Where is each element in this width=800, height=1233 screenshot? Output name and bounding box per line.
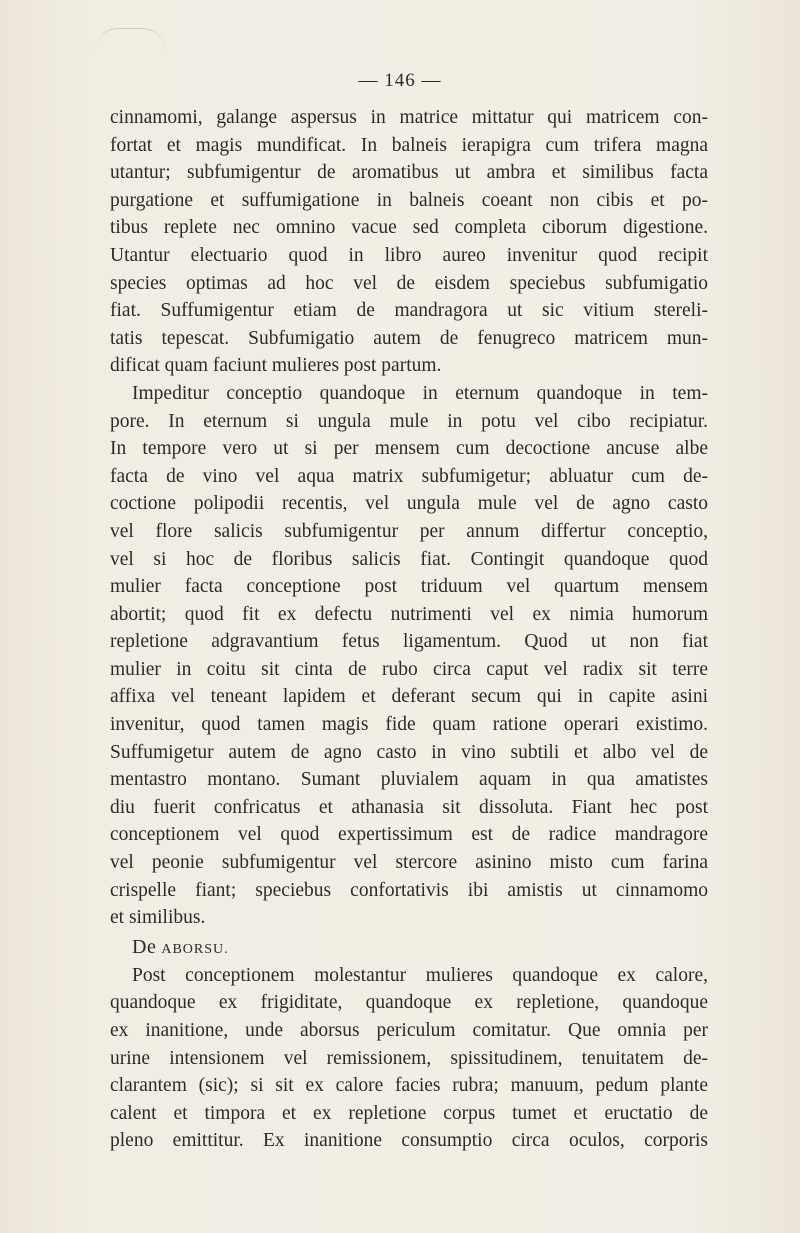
text-line: facta de vino vel aqua matrix subfumigetur; abluatur cum de- xyxy=(110,465,708,487)
text-line: vel flore salicis subfumigentur per annum differtur conceptio, xyxy=(110,520,708,542)
text-line: calent et timpora et ex repletione corpus tumet et eructatio de xyxy=(110,1102,708,1124)
page-stain xyxy=(95,28,165,51)
text-line: pore. In eternum si ungula mule in potu vel cibo recipiatur. xyxy=(110,410,708,432)
text-line: purgatione et suffumigatione in balneis coeant non cibis et po- xyxy=(110,189,708,211)
section-heading xyxy=(110,932,708,962)
text-line: cinnamomi, galange aspersus in matrice mittatur qui matricem con- xyxy=(110,107,708,128)
text-line: vel peonie subfumigentur vel stercore asinino misto cum farina xyxy=(110,852,708,874)
page-number: — 146 — xyxy=(358,70,442,91)
text-line: ex inanitione, unde aborsus periculum comitatur. Que omnia per xyxy=(110,1020,708,1041)
text-line: fortat et magis mundificat. In balneis ierapigra cum trifera magna xyxy=(110,134,708,156)
paragraph-start-line: Post conceptionem molestantur mulieres quandoque ex calore, xyxy=(132,964,708,986)
body-text xyxy=(110,104,708,1155)
text-line: In tempore vero ut si per mensem cum decoctione ancuse albe xyxy=(110,438,708,460)
text-line: mulier facta conceptione post triduum vel quartum mensem xyxy=(110,576,708,598)
text-line: repletione adgravantium fetus ligamentum. Quod ut non fiat xyxy=(110,631,708,653)
text-line: tibus replete nec omnino vacue sed completa ciborum digestione. xyxy=(110,217,708,239)
text-line: clarantem (sic); si sit ex calore facies rubra; manuum, pedum plante xyxy=(110,1075,708,1097)
text-line: affixa vel teneant lapidem et deferant secum qui in capite asini xyxy=(110,686,708,708)
text-line: conceptionem vel quod expertissimum est de radice mandragore xyxy=(110,824,708,846)
text-line: vel si hoc de floribus salicis fiat. Contingit quandoque quod xyxy=(110,548,708,570)
text-line: urine intensionem vel remissionem, spissitudinem, tenuitatem de- xyxy=(110,1047,708,1069)
text-line: abortit; quod fit ex defectu nutrimenti vel ex nimia humorum xyxy=(110,603,708,625)
section-heading-first: De xyxy=(132,935,157,958)
text-line: coctione polipodii recentis, vel ungula mule vel de agno casto xyxy=(110,493,708,515)
text-line: species optimas ad hoc vel de eisdem speciebus subfumigatio xyxy=(110,272,708,294)
text-line: quandoque ex frigiditate, quandoque ex repletione, quandoque xyxy=(110,992,708,1014)
section-heading-rest: ABORSU. xyxy=(161,941,229,957)
text-line: Suffumigetur autem de agno casto in vino subtili et albo vel de xyxy=(110,741,708,763)
text-line: Utantur electuario quod in libro aureo invenitur quod recipit xyxy=(110,244,708,266)
text-line: diu fuerit confricatus et athanasia sit dissoluta. Fiant hec post xyxy=(110,796,708,818)
text-line: crispelle fiant; speciebus confortativis ibi amistis ut cinnamomo xyxy=(110,879,708,901)
text-line: mulier in coitu sit cinta de rubo circa caput vel radix sit terre xyxy=(110,658,708,680)
text-line: tatis tepescat. Subfumigatio autem de fenugreco matricem mun- xyxy=(110,327,708,349)
text-line: invenitur, quod tamen magis fide quam ratione operari existimo. xyxy=(110,714,708,736)
text-line: et similibus. xyxy=(110,907,206,929)
text-line: pleno emittitur. Ex inanitione consumptio circa oculos, corporis xyxy=(110,1130,708,1152)
text-line: fiat. Suffumigentur etiam de mandragora ut sic vitium stereli- xyxy=(110,300,708,322)
text-line: mentastro montano. Sumant pluvialem aquam in qua amatistes xyxy=(110,769,708,791)
text-line: utantur; subfumigentur de aromatibus ut ambra et similibus facta xyxy=(110,162,708,184)
text-line: dificat quam faciunt mulieres post partum. xyxy=(110,355,442,377)
paragraph-start-line: Impeditur conceptio quandoque in eternum quandoque in tem- xyxy=(132,382,708,404)
